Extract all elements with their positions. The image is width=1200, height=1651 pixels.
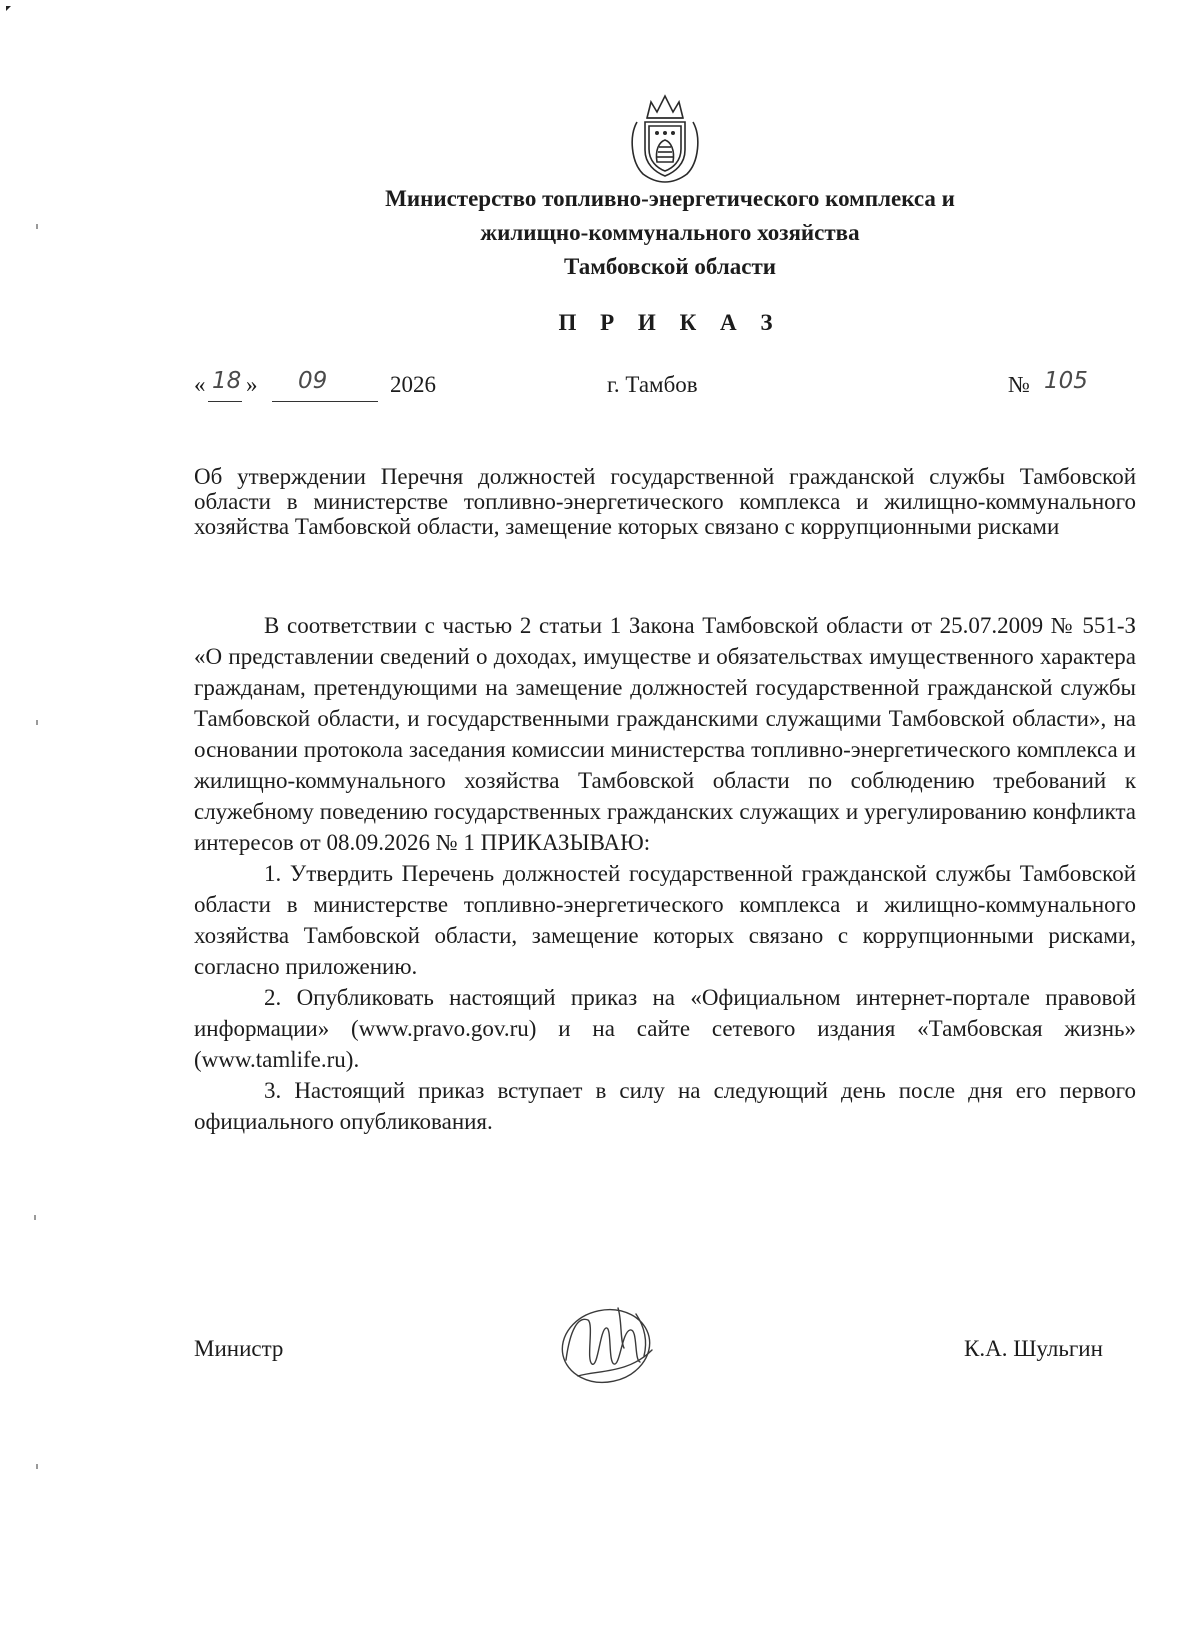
order-date: [194, 368, 494, 404]
date-month: 09: [298, 368, 328, 394]
scan-speck: [34, 1215, 36, 1220]
date-open-quote: «: [194, 372, 206, 397]
coat-of-arms-icon: [625, 92, 705, 184]
order-number: [1008, 368, 1088, 398]
scan-speck: [36, 1464, 38, 1469]
date-close-quote: »: [246, 372, 258, 397]
item-3-paragraph: 3. Настоящий приказ вступает в силу на следующий день после дня его первого официального опубликования.: [194, 1078, 1136, 1134]
date-month-underline: [272, 401, 378, 402]
scan-speck: [36, 720, 38, 725]
ministry-header: [240, 182, 1100, 284]
number-prefix: №: [1008, 372, 1030, 397]
scan-corner-mark: [6, 6, 11, 11]
date-day-underline: [208, 401, 242, 402]
signer-name: К.А. Шульгин: [964, 1336, 1103, 1361]
number-value: 105: [1044, 368, 1088, 394]
date-year: 2026: [390, 372, 436, 397]
item-1-paragraph: 1. Утвердить Перечень должностей государственной гражданской службы Тамбовской области в министерстве топливно-энергетического комплекса и жилищно-коммунального хозяйства Тамбовской области, замещение которых связано с коррупционными рисками, согласно приложению.: [194, 861, 1136, 979]
preamble-paragraph: В соответствии с частью 2 статьи 1 Закона Тамбовской области от 25.07.2009 № 551-З «О представлении сведений о доходах, имуществе и обязательствах имущественного характера гражданам, претендующими на замещение должностей государственной гражданской службы Тамбовской области, и государственными гражданскими служащими Тамбовской области», на основании протокола заседания комиссии министерства топливно-энергетического комплекса и жилищно-коммунального хозяйства Тамбовской области по соблюдению требований к служебному поведению государственных гражданских служащих и урегулированию конфликта интересов от 08.09.2026 № 1 ПРИКАЗЫВАЮ:: [194, 613, 1136, 855]
item-2-paragraph: 2. Опубликовать настоящий приказ на «Официальном интернет-портале правовой информации» (www.pravo.gov.ru) и на сайте сетевого издания «Тамбовская жизнь» (www.tamlife.ru).: [194, 985, 1136, 1072]
signature-icon: [548, 1290, 668, 1400]
scan-speck: [36, 224, 38, 229]
header-line-1: Министерство топливно-энергетического комплекса и: [385, 186, 955, 211]
signer-position: Министр: [194, 1336, 284, 1361]
order-subject: Об утверждении Перечня должностей государственной гражданской службы Тамбовской области в министерстве топливно-энергетического комплекса и жилищно-коммунального хозяйства Тамбовской области, замещение которых связано с коррупционными рисками: [194, 464, 1136, 539]
order-body: [194, 610, 1136, 1137]
city: г. Тамбов: [607, 372, 698, 397]
order-title: П Р И К А З: [558, 310, 782, 335]
date-day: 18: [212, 368, 242, 394]
header-line-3: Тамбовской области: [563, 254, 776, 279]
header-line-2: жилищно-коммунального хозяйства: [480, 220, 860, 245]
